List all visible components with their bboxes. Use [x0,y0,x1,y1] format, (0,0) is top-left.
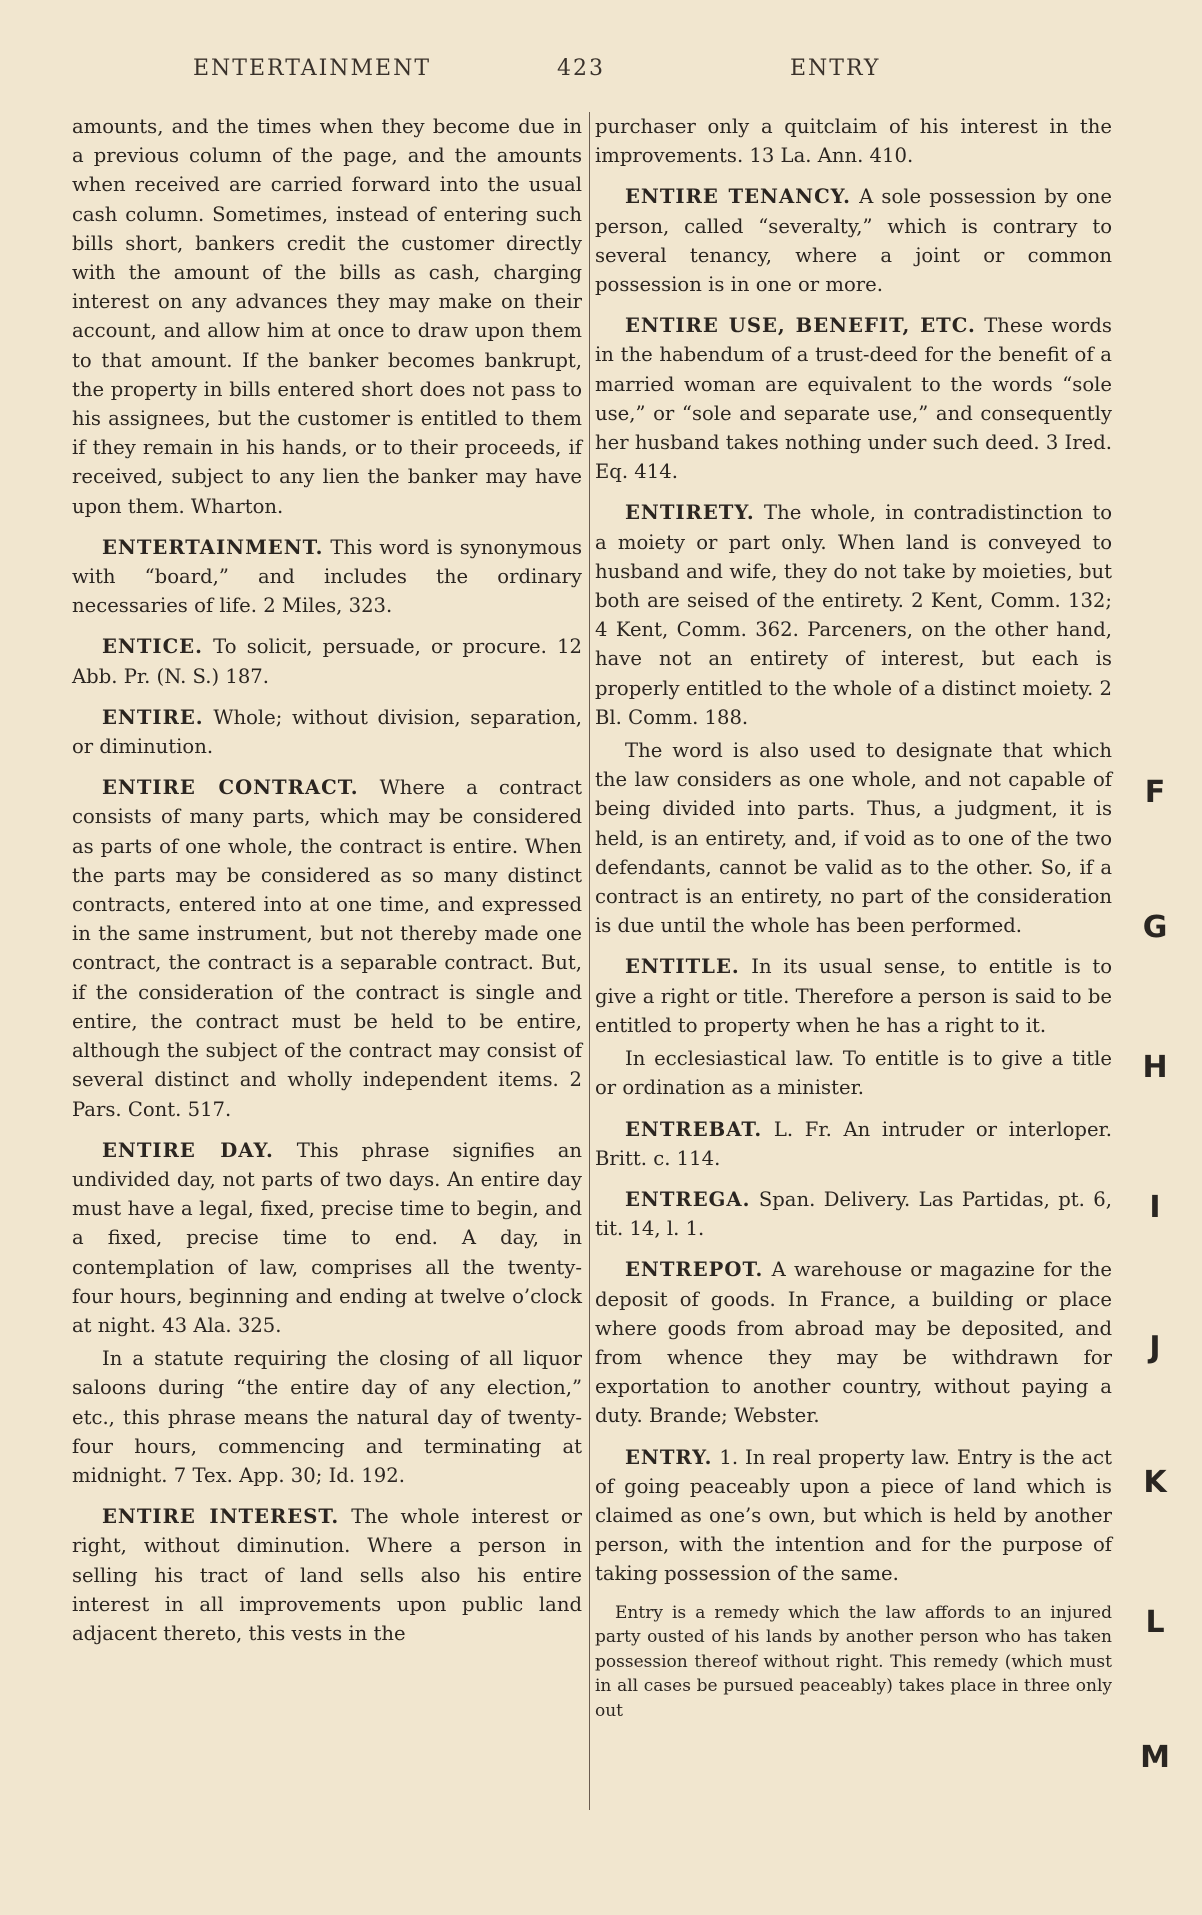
dictionary-entry [72,112,582,521]
entry-definition: In ecclesiastical law. To entitle is to give a title or ordination as a minister. [595,1047,1112,1100]
dictionary-entry [595,498,1112,732]
dictionary-entry [595,1601,1112,1724]
entry-definition: Whole; without division, separation, or diminution. [72,705,583,759]
dictionary-entry [72,1502,582,1648]
entry-definition: In its usual sense, to entitle is to give a right or title. Therefore a person is said to be entitled to property when he has a right to it. [595,955,1112,1037]
entry-definition: A warehouse or magazine for the deposit of goods. In France, a building or place where goods from abroad may be deposited, and from whence they may be withdrawn for exportation to another country, without paying a duty. Brande; Webster. [595,1258,1112,1428]
header-right-guide-word: ENTRY [790,56,881,81]
thumb-index-letter: M [1140,1740,1170,1775]
entry-term: ENTRY. [625,1445,713,1469]
thumb-index-letter: G [1142,910,1168,945]
running-header [0,56,1202,90]
entry-term: ENTREPOT. [625,1258,764,1282]
dictionary-entry [595,1255,1112,1430]
left-column [72,112,582,1660]
column-divider [589,112,590,1810]
entry-definition: Span. Delivery. Las Partidas, pt. 6, tit. 14, l. 1. [595,1187,1112,1241]
entry-term: ENTIRE USE, BENEFIT, ETC. [625,314,976,338]
entry-term: ENTICE. [102,635,203,659]
entry-definition: These words in the habendum of a trust-deed for the benefit of a married woman are equivalent to the words “sole use,” or “sole and separate use,” and consequently her husband takes nothing under such deed. 3 Ired. Eq. 414. [595,314,1112,484]
dictionary-entry [72,533,582,621]
entry-definition: This word is synonymous with “board,” and includes the ordinary necessaries of life. 2 Miles, 323. [72,535,582,618]
entry-definition: L. Fr. An intruder or interloper. Britt. c. 114. [595,1117,1113,1170]
thumb-index-letter: J [1149,1330,1161,1365]
right-column [595,112,1112,1723]
entry-term: ENTITLE. [625,955,740,979]
thumb-index-letter: L [1145,1605,1165,1640]
entry-term: ENTREGA. [625,1187,751,1211]
entry-term: ENTIRE TENANCY. [625,185,851,209]
page-number: 423 [557,56,605,81]
entry-definition: 1. In real property law. Entry is the act of going peaceably upon a piece of land which is claimed as one’s own, but which is held by another person, with the intention and for the purpose of taking possession of the same. [595,1445,1112,1586]
entry-term: ENTREBAT. [625,1117,763,1141]
header-left-guide-word: ENTERTAINMENT [193,56,432,81]
entry-term: ENTIRE INTEREST. [102,1505,340,1529]
dictionary-entry [72,703,582,761]
entry-term: ENTERTAINMENT. [102,535,324,559]
dictionary-entry [595,1185,1112,1243]
dictionary-entry [72,1136,582,1340]
entry-definition: This phrase signifies an undivided day, not parts of two days. An entire day must have a legal, fixed, precise time to begin, and a fixed, precise time to end. A day, in contemplation of law, comprises all the twenty-four hours, beginning and ending at twelve o’clock at night. 43 Ala. 325. [72,1138,582,1337]
entry-definition: Entry is a remedy which the law affords to an injured party ousted of his lands by another person who has taken possession thereof without right. This remedy (which must in all cases be pursued peaceably) takes place in three only out [595,1602,1112,1721]
thumb-index-letter: K [1143,1465,1167,1500]
dictionary-entry [595,1443,1112,1589]
thumb-index-letter: H [1142,1050,1168,1085]
entry-term: ENTIRE DAY. [102,1138,274,1162]
dictionary-entry [595,311,1112,486]
dictionary-entry [595,1115,1112,1173]
entry-term: ENTIRE CONTRACT. [102,776,359,800]
dictionary-entry [595,736,1112,940]
entry-definition: The word is also used to designate that which the law considers as one whole, and not capable of being divided into parts. Thus, a judgment, it is held, is an entirety, and, if void as to one of the two defendants, cannot be valid as to the other. So, if a contract is an entirety, no part of the consideration is due until the whole has been performed. [595,739,1112,938]
dictionary-entry [72,1344,582,1490]
thumb-index-letter: I [1149,1190,1161,1225]
entry-definition: The whole interest or right, without diminution. Where a person in selling his tract of land sells also his entire interest in all improvements upon public land adjacent thereto, this vests in the [72,1505,583,1645]
entry-term: ENTIRETY. [625,501,755,525]
dictionary-entry [595,112,1112,170]
entry-definition: A sole possession by one person, called “severalty,” which is contrary to several tenancy, where a joint or common possession is in one or more. [595,185,1112,297]
dictionary-entry [595,182,1112,299]
dictionary-entry [72,632,582,690]
dictionary-entry [595,952,1112,1040]
dictionary-entry [595,1044,1112,1102]
entry-definition: To solicit, persuade, or procure. 12 Abb. Pr. (N. S.) 187. [72,635,582,688]
thumb-index-letter: F [1144,775,1166,810]
entry-term: ENTIRE. [102,705,204,729]
entry-definition: amounts, and the times when they become due in a previous column of the page, and the amounts when received are carried forward into the usual cash column. Sometimes, instead of entering such bills short, bankers credit the customer directly with the amount of the bills as cash, charging interest on any advances they may make on their account, and allow him at once to draw upon them to that amount. If the banker becomes bankrupt, the property in bills entered short does not pass to his assignees, but the customer is entitled to them if they remain in his hands, or to their proceeds, if received, subject to any lien the banker may have upon them. Wharton. [72,115,582,518]
entry-definition: purchaser only a quitclaim of his interest in the improvements. 13 La. Ann. 410. [595,115,1112,168]
entry-definition: The whole, in contradistinction to a moiety or part only. When land is conveyed to husband and wife, they do not take by moieties, but both are seised of the entirety. 2 Kent, Comm. 132; 4 Kent, Comm. 362. Parceners, on the other hand, have not an entirety of interest, but each is properly entitled to the whole of a distinct moiety. 2 Bl. Comm. 188. [595,501,1113,729]
entry-definition: In a statute requiring the closing of all liquor saloons during “the entire day of any election,” etc., this phrase means the natural day of twenty-four hours, commencing and terminating at midnight. 7 Tex. App. 30; Id. 192. [72,1347,582,1487]
entry-definition: Where a contract consists of many parts, which may be considered as parts of one whole, the contract is entire. When the parts may be considered as so many distinct contracts, entered into at one time, and expressed in the same instrument, but not thereby made one contract, the contract is a separable contract. But, if the consideration of the contract is single and entire, the contract must be held to be entire, although the subject of the contract may consist of several distinct and wholly independent items. 2 Pars. Cont. 517. [72,776,582,1121]
dictionary-entry [72,773,582,1123]
